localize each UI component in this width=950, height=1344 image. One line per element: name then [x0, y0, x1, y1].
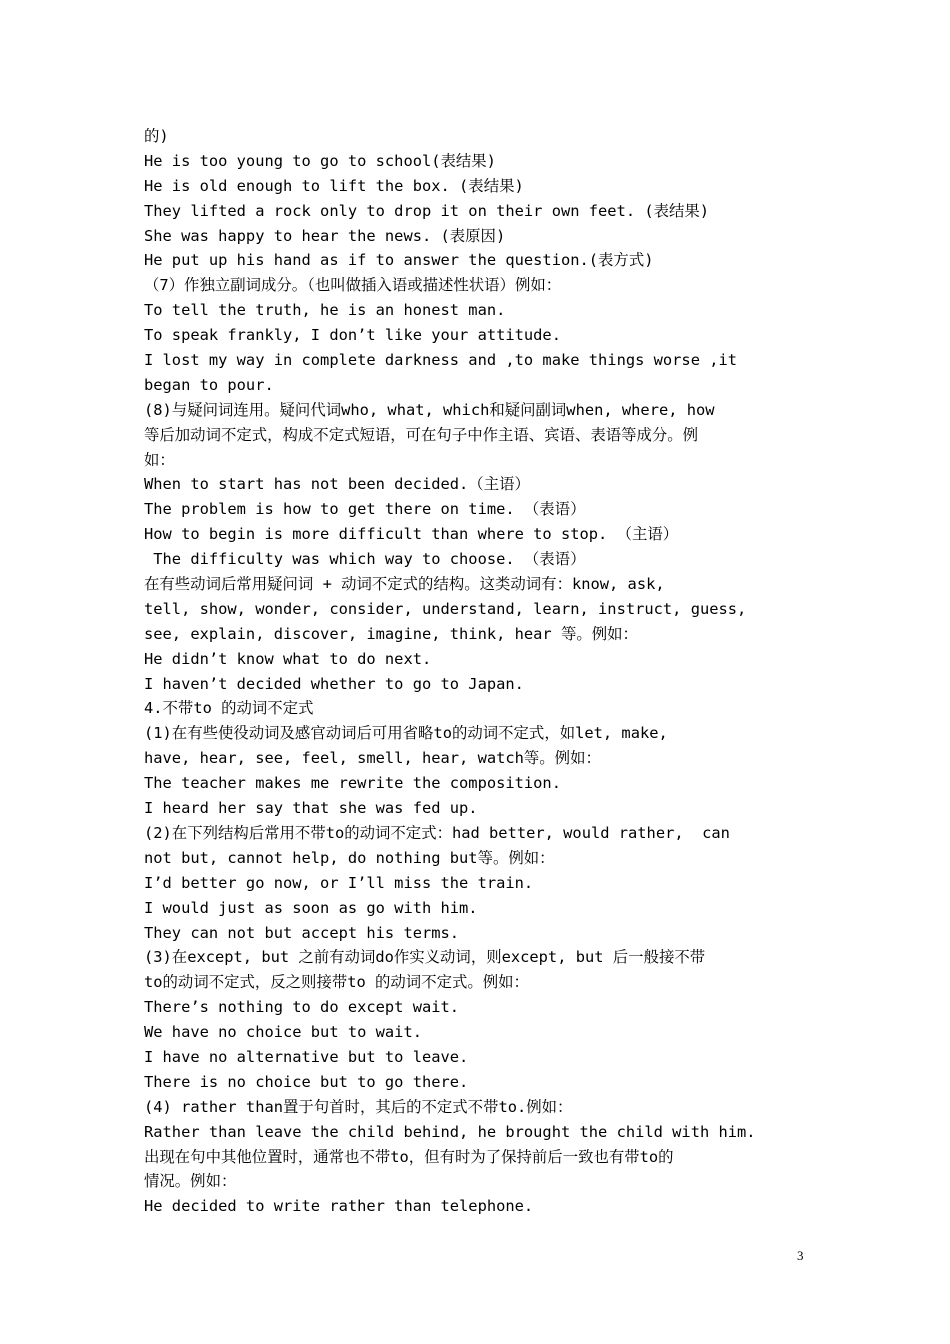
- text-line: We have no choice but to wait.: [144, 1023, 422, 1042]
- section-heading: (3)在except, but 之前有动词do作实义动词，则except, but 后一般接不带: [144, 948, 706, 967]
- text-line: There’s nothing to do except wait.: [144, 998, 460, 1017]
- text-line: He decided to write rather than telephone.: [144, 1197, 534, 1216]
- text-line: He put up his hand as if to answer the question.(表方式): [144, 251, 654, 270]
- text-line: He is old enough to lift the box. (表结果): [144, 176, 524, 195]
- text-line: I heard her say that she was fed up.: [144, 799, 478, 818]
- text-line: How to begin is more difficult than where to stop. （主语）: [144, 525, 679, 544]
- text-line: I haven’t decided whether to go to Japan.: [144, 674, 524, 693]
- text-line: He is too young to go to school(表结果): [144, 151, 496, 170]
- text-line: There is no choice but to go there.: [144, 1072, 469, 1091]
- text-line: tell, show, wonder, consider, understand, learn, instruct, guess,: [144, 599, 747, 618]
- text-line: I have no alternative but to leave.: [144, 1047, 469, 1066]
- text-line: The teacher makes me rewrite the composition.: [144, 774, 561, 793]
- text-line: 的): [144, 127, 169, 145]
- text-line: 等后加动词不定式，构成不定式短语，可在句子中作主语、宾语、表语等成分。例: [144, 425, 699, 444]
- text-line: I would just as soon as go with him.: [144, 898, 478, 917]
- text-line: The difficulty was which way to choose. （表语）: [144, 550, 586, 569]
- section-heading: (8)与疑问词连用。疑问代词who, what, which和疑问副词when, where, how: [144, 400, 715, 419]
- text-line: When to start has not been decided.（主语）: [144, 475, 530, 494]
- document-body: [144, 124, 824, 1219]
- text-line: not but, cannot help, do nothing but等。例如：: [144, 848, 555, 867]
- text-line: 出现在句中其他位置时，通常也不带to，但有时为了保持前后一致也有带to的: [144, 1147, 674, 1166]
- page-number: 3: [797, 1248, 804, 1263]
- section-heading: (4) rather than置于句首时，其后的不定式不带to.例如：: [144, 1097, 573, 1116]
- text-line: They lifted a rock only to drop it on their own feet. (表结果): [144, 201, 710, 220]
- text-line: He didn’t know what to do next.: [144, 649, 432, 668]
- section-heading: (1)在有些使役动词及感官动词后可用省略to的动词不定式，如let, make,: [144, 724, 668, 743]
- section-heading: （7）作独立副词成分。（也叫做插入语或描述性状语）例如：: [144, 276, 562, 295]
- text-line: Rather than leave the child behind, he brought the child with him.: [144, 1122, 756, 1141]
- section-heading: (2)在下列结构后常用不带to的动词不定式：had better, would rather, can: [144, 823, 730, 842]
- text-line: I’d better go now, or I’ll miss the train.: [144, 873, 534, 892]
- text-line: see, explain, discover, imagine, think, hear 等。例如：: [144, 624, 638, 643]
- text-line: She was happy to hear the news. (表原因): [144, 226, 506, 245]
- text-line: They can not but accept his terms.: [144, 923, 460, 942]
- text-line: 情况。例如：: [144, 1172, 237, 1191]
- text-line: began to pour.: [144, 375, 274, 394]
- text-line: 如：: [144, 450, 175, 469]
- text-line: 在有些动词后常用疑问词 + 动词不定式的结构。这类动词有：know, ask,: [144, 575, 665, 594]
- section-heading: 4.不带to 的动词不定式: [144, 699, 314, 718]
- text-line: To speak frankly, I don’t like your attitude.: [144, 326, 561, 345]
- text-line: I lost my way in complete darkness and ,to make things worse ,it: [144, 351, 738, 370]
- text-line: The problem is how to get there on time. （表语）: [144, 500, 586, 519]
- text-line: have, hear, see, feel, smell, hear, watch等。例如：: [144, 749, 601, 768]
- text-line: to的动词不定式，反之则接带to 的动词不定式。例如：: [144, 973, 529, 992]
- text-line: To tell the truth, he is an honest man.: [144, 301, 506, 320]
